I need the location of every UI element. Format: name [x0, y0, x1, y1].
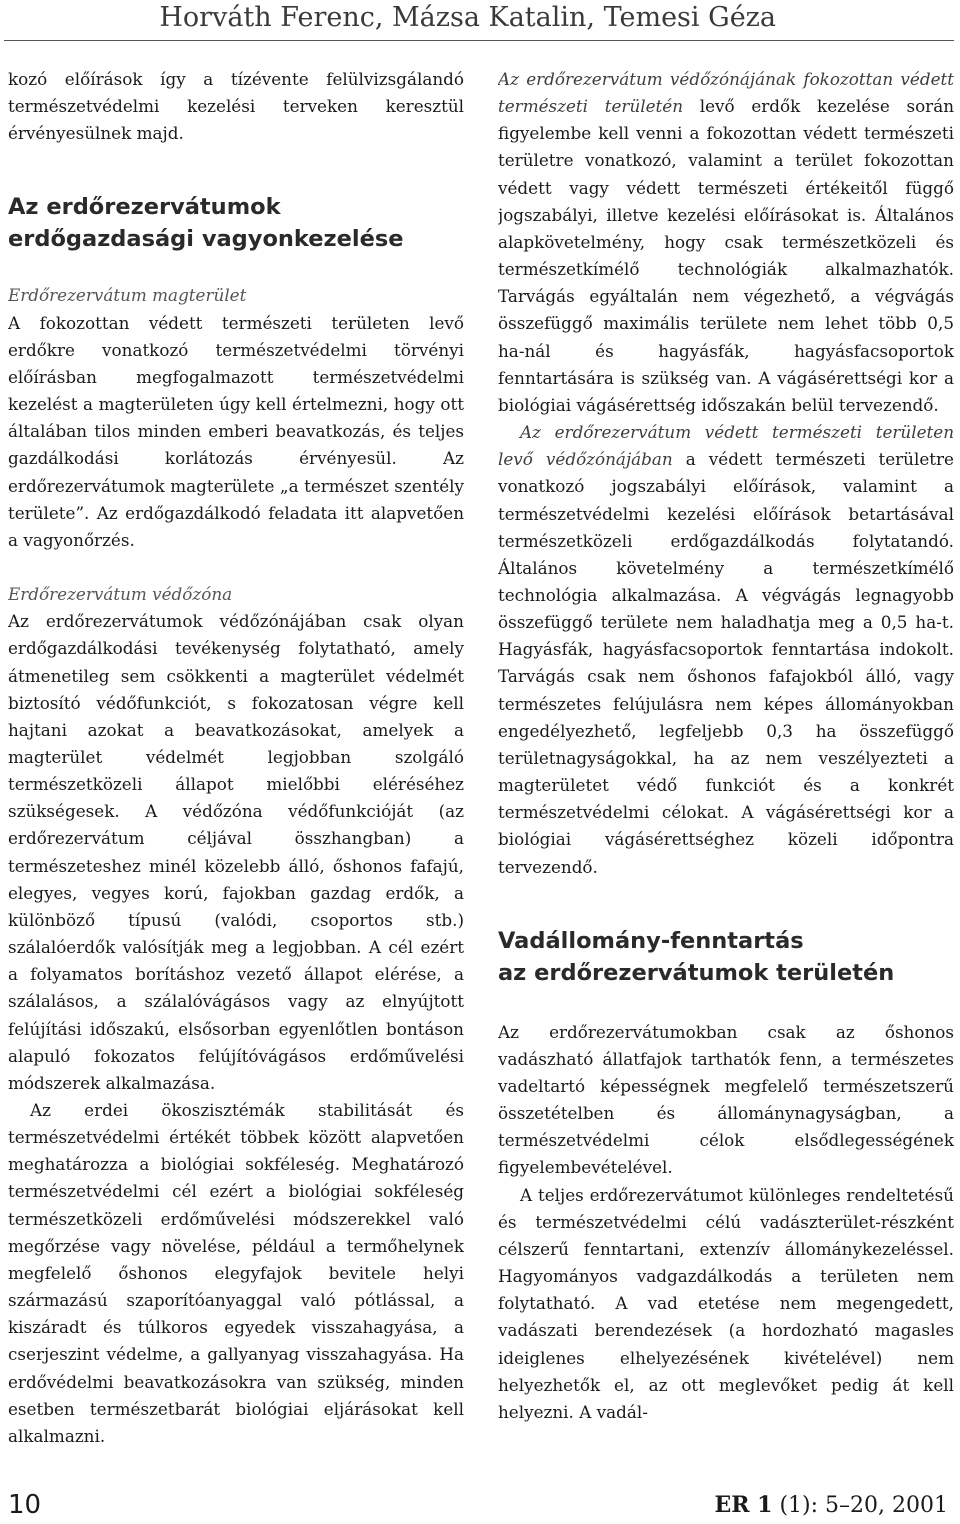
subheading-core-area: Erdőrezervátum magterület: [8, 285, 247, 306]
section-title-line1: Vadállomány-fenntartás: [498, 927, 804, 954]
running-header: [0, 0, 960, 46]
paragraph-buffer-zone: Az erdőrezervátumok védőzónájában csak olyan erdőgazdálkodási tevékenység folytatható, amely átmenetileg sem csökkenti a magterület védelmét biztosító védőfunkciót, s fokozatosan végre kell hajtani azokat a beavatkozásokat, amelyek a magterület védelmét legjobban szolgáló természetközeli állapot mielőbbi eléréséhez szükségesek. A védőzóna védőfunkcióját (az erdőrezervátum céljával összhangban) a természeteshez minél közelebb álló, őshonos fafajú, elegyes, vegyes korú, fajokban gazdag erdők, a különböző típusú (valódi, csoportos stb.) szálalóerdők valósítják meg a legjobban. A cél ezért a folyamatos borításhoz vezető állapot elérése, a szálalásos, a szálalóvágásos vagy az elnyújtott felújítási időszakú, elsősorban egyenlőtlen bontáson alapuló fokozatos felújítóvágásos erdőművelési módszerek alkalmazása.: [8, 611, 464, 1093]
paragraph-protected: [498, 419, 954, 881]
journal-reference: [714, 1492, 948, 1518]
right-column: [498, 66, 954, 1466]
section-title-management: Az erdőrezervátumok erdőgazdasági vagyonkezelése: [8, 194, 404, 253]
paragraph-hunting-area: A teljes erdőrezervátumot különleges rendeltetésű és természetvédelmi célú vadászterület-részként célszerű fenntartani, extenzív állománykezeléssel. Hagyományos vadgazdálkodás a területen nem folytatható. A vad etetése nem megengedett, vadászati berendezések (a hordozható magasles ideiglenes elhelyezésének kivételével) nem helyezhetők el, az ott meglevőket pedig át kell helyezni. A vadál-: [498, 1184, 954, 1422]
paragraph-biodiversity: Az erdei ökoszisztémák stabilitását és természetvédelmi értékét többek között alapvetően meghatározza a biológiai sokféleség. Meghatározó természetvédelmi cél ezért a biológiai sokféleség természetközeli erdőművelési módszerekkel való megőrzése vagy növelése, például a termőhelynek megfelelő őshonos elegyfajok bevitele helyi származású szaporítóanyaggal való pótlással, a kiszáradt és túlkoros egyedek visszahagyása, a cserjeszint védelme, a gallyanyag visszahagyása. Ha erdővédelmi beavatkozásokra van szükség, minden esetben természetbarát biológiai eljárásokat kell alkalmazni.: [8, 1100, 464, 1446]
paragraph-game-species: Az erdőrezervátumokban csak az őshonos vadászható állatfajok tarthatók fenn, a természetes vadeltartó képességnek megfelelő természetszerű összetételben és állománynagyságban, a természetvédelmi célok elsődlegességének figyelembevételével.: [498, 1021, 954, 1178]
running-title: Horváth Ferenc, Mázsa Katalin, Temesi Géza: [159, 2, 776, 33]
paragraph-core-area: A fokozottan védett természeti területen levő erdőkre vonatkozó természetvédelmi törvényi előírásban megfogalmazott természetvédelmi kezelést a magterületen úgy kell értelmezni, hogy ott általában tilos minden emberi beavatkozás, és teljes gazdálkodási korlátozás érvényesül. Az erdőrezervátumok magterülete „a természet szentély területe”. Az erdőgazdálkodó feladata itt alapvetően a vagyonőrzés.: [8, 312, 464, 550]
page-number: 10: [8, 1490, 42, 1520]
subheading-buffer-zone: Erdőrezervátum védőzóna: [8, 584, 233, 605]
section-title-game-management: [498, 925, 954, 989]
paragraph-strictly-protected: [498, 66, 954, 419]
journal-abbreviation: ER 1: [714, 1492, 773, 1518]
emphasis-strictly-protected: Az erdőrezervátum védőzónájának fokozottan védett természeti területén: [498, 69, 954, 117]
emphasis-protected: Az erdőrezervátum védett természeti területen levő védőzónájában: [498, 422, 954, 470]
left-column: [8, 66, 464, 1466]
intro-paragraph: kozó előírások így a tízévente felülvizsgálandó természetvédelmi kezelési terveken keresztül érvényesülnek majd.: [8, 69, 464, 144]
section-title-line2: az erdőrezervátumok területén: [498, 959, 895, 986]
header-rule: [4, 40, 954, 41]
journal-volume-pages: (1): 5–20, 2001: [772, 1493, 948, 1518]
text-protected: a védett természeti területre vonatkozó jogszabályi előírások, valamint a természetvédelmi kezelési előírások betartásával természetközeli erdőgazdálkodás folytatandó. Általános követelmény a természetkímélő technológia alkalmazása. A végvágás legnagyobb összefüggő területe nem haladhatja meg a 0,5 ha-t. Hagyásfák, hagyásfacsoportok fenntartása indokolt. Tarvágás csak nem őshonos fafajokból álló, vagy természetes felújulásra nem képes állományokban engedélyezhető, legfeljebb 0,3 ha összefüggő területnagyságokkal, ha az nem veszélyezteti a magterületet védő funkciót és a konkrét természetvédelmi célokat. A vágásérettségi kor a biológiai vágásérettséghez közeli időpontra tervezendő.: [498, 449, 954, 877]
text-strictly-protected: levő erdők kezelése során figyelembe kell venni a fokozottan védett természeti területre vonatkozó, valamint a terület fokozottan védett vagy védett természeti értékeitől függő jogszabályi, illetve kezelési előírásokat is. Általános alapkövetelmény, hogy csak természetközeli és természetkímélő technológiák alkalmazhatók. Tarvágás egyáltalán nem végezhető, a végvágás összefüggő maximális területe nem lehet több 0,5 ha-nál és hagyásfák, hagyásfacsoportok fenntartására is szükség van. A vágásérettségi kor a biológiai vágásérettség időszakán belül tervezendő.: [498, 96, 954, 415]
